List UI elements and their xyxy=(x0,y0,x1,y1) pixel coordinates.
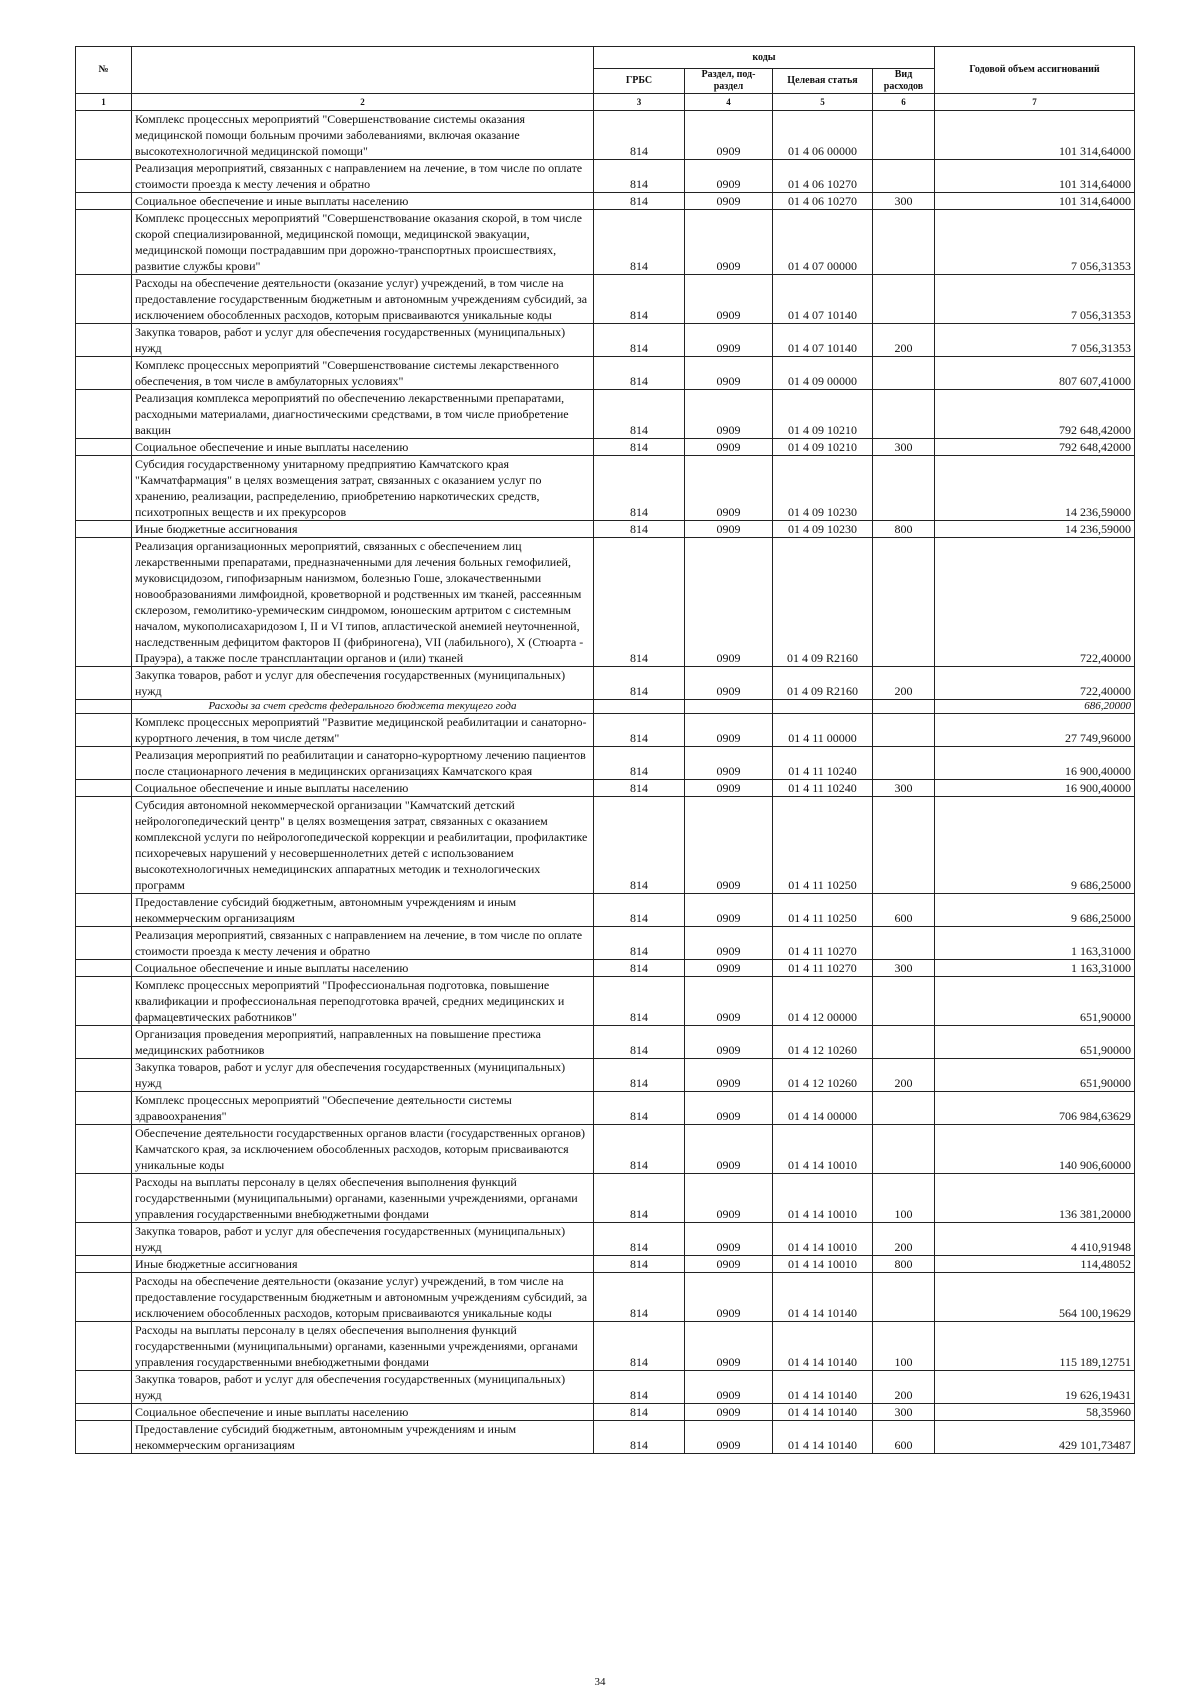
cell-amount: 136 381,20000 xyxy=(935,1174,1135,1223)
table-row xyxy=(76,667,1135,700)
cell-num xyxy=(76,780,132,797)
table-row xyxy=(76,1174,1135,1223)
cell-expense-type: 100 xyxy=(873,1322,935,1371)
cell-section: 0909 xyxy=(685,1256,773,1273)
cell-section xyxy=(685,700,773,714)
cell-name: Предоставление субсидий бюджетным, автономным учреждениям и иным некоммерческим организациям xyxy=(132,1421,594,1454)
cell-num xyxy=(76,456,132,521)
cell-expense-type: 200 xyxy=(873,324,935,357)
table-row xyxy=(76,894,1135,927)
cell-article: 01 4 14 10140 xyxy=(773,1404,873,1421)
table-row xyxy=(76,111,1135,160)
header-expense-type: Вид расходов xyxy=(873,69,935,94)
cell-article: 01 4 12 00000 xyxy=(773,977,873,1026)
budget-table xyxy=(75,46,1135,1454)
cell-amount: 1 163,31000 xyxy=(935,927,1135,960)
table-row xyxy=(76,1421,1135,1454)
cell-article: 01 4 11 10240 xyxy=(773,747,873,780)
cell-expense-type: 100 xyxy=(873,1174,935,1223)
cell-amount: 101 314,64000 xyxy=(935,193,1135,210)
header-num: № xyxy=(76,47,132,94)
cell-grbs: 814 xyxy=(594,160,685,193)
cell-amount: 686,20000 xyxy=(935,700,1135,714)
header-name xyxy=(132,47,594,94)
cell-grbs: 814 xyxy=(594,456,685,521)
cell-grbs: 814 xyxy=(594,390,685,439)
cell-expense-type xyxy=(873,111,935,160)
header-section: Раздел, под-раздел xyxy=(685,69,773,94)
cell-name: Реализация организационных мероприятий, связанных с обеспечением лиц лекарственными препаратами, предназначенными для лечения больных гемофилией, муковисцидозом, гипофизарным нанизмом, болезнью Гоше, злокачественными новообразованиями лимфоидной, кроветворной и родственных им тканей, рассеянным склерозом, гемолитико-уремическим синдромом, юношеским артритом с системным началом, мукополисахаридозом I, II и VI типов, апластической анемией неуточненной, наследственным дефицитом факторов II (фибриногена), VII (лабильного), X (Стюарта - Прауэра), а также после трансплантации органов и (или) тканей xyxy=(132,538,594,667)
cell-article: 01 4 09 10210 xyxy=(773,390,873,439)
cell-article: 01 4 07 10140 xyxy=(773,275,873,324)
cell-section: 0909 xyxy=(685,977,773,1026)
cell-grbs: 814 xyxy=(594,747,685,780)
cell-grbs: 814 xyxy=(594,714,685,747)
table-row xyxy=(76,1371,1135,1404)
cell-section: 0909 xyxy=(685,780,773,797)
cell-section: 0909 xyxy=(685,456,773,521)
cell-section: 0909 xyxy=(685,210,773,275)
cell-name: Расходы на выплаты персоналу в целях обеспечения выполнения функций государственными (муниципальными) органами, казенными учреждениями, органами управления государственными внебюджетными фондами xyxy=(132,1322,594,1371)
cell-amount: 16 900,40000 xyxy=(935,747,1135,780)
cell-expense-type: 800 xyxy=(873,1256,935,1273)
cell-amount: 4 410,91948 xyxy=(935,1223,1135,1256)
cell-article: 01 4 14 10010 xyxy=(773,1256,873,1273)
cell-expense-type: 300 xyxy=(873,780,935,797)
cell-article: 01 4 11 10270 xyxy=(773,927,873,960)
cell-name: Социальное обеспечение и иные выплаты населению xyxy=(132,780,594,797)
cell-article: 01 4 14 10010 xyxy=(773,1125,873,1174)
column-number: 4 xyxy=(685,94,773,111)
table-row xyxy=(76,538,1135,667)
cell-name: Расходы на выплаты персоналу в целях обеспечения выполнения функций государственными (муниципальными) органами, казенными учреждениями, органами управления государственными внебюджетными фондами xyxy=(132,1174,594,1223)
cell-name: Комплекс процессных мероприятий "Профессиональная подготовка, повышение квалификации и профессиональная переподготовка врачей, средних медицинских и фармацевтических работников" xyxy=(132,977,594,1026)
table-row xyxy=(76,1125,1135,1174)
cell-section: 0909 xyxy=(685,111,773,160)
cell-amount: 7 056,31353 xyxy=(935,275,1135,324)
cell-expense-type: 200 xyxy=(873,1223,935,1256)
cell-name: Иные бюджетные ассигнования xyxy=(132,521,594,538)
cell-name: Реализация мероприятий по реабилитации и санаторно-курортному лечению пациентов после стационарного лечения в медицинских организациях Камчатского края xyxy=(132,747,594,780)
table-row xyxy=(76,357,1135,390)
cell-section: 0909 xyxy=(685,193,773,210)
cell-section: 0909 xyxy=(685,1223,773,1256)
cell-expense-type: 800 xyxy=(873,521,935,538)
cell-expense-type xyxy=(873,747,935,780)
cell-article: 01 4 09 10230 xyxy=(773,456,873,521)
cell-num xyxy=(76,160,132,193)
cell-name: Закупка товаров, работ и услуг для обеспечения государственных (муниципальных) нужд xyxy=(132,1371,594,1404)
cell-num xyxy=(76,1125,132,1174)
cell-grbs: 814 xyxy=(594,894,685,927)
cell-section: 0909 xyxy=(685,1371,773,1404)
table-row xyxy=(76,275,1135,324)
cell-num xyxy=(76,538,132,667)
cell-grbs: 814 xyxy=(594,1273,685,1322)
table-body xyxy=(76,111,1135,1454)
cell-article: 01 4 09 10210 xyxy=(773,439,873,456)
cell-amount: 706 984,63629 xyxy=(935,1092,1135,1125)
cell-name: Субсидия государственному унитарному предприятию Камчатского края "Камчатфармация" в целях возмещения затрат, связанных с оказанием услуг по хранению, реализации, распределению, приобретению наркотических средств, психотропных веществ и их прекурсоров xyxy=(132,456,594,521)
cell-name: Закупка товаров, работ и услуг для обеспечения государственных (муниципальных) нужд xyxy=(132,324,594,357)
cell-article: 01 4 11 00000 xyxy=(773,714,873,747)
cell-grbs: 814 xyxy=(594,1322,685,1371)
table-row xyxy=(76,456,1135,521)
cell-num xyxy=(76,439,132,456)
cell-article: 01 4 09 R2160 xyxy=(773,667,873,700)
cell-section: 0909 xyxy=(685,894,773,927)
table-row xyxy=(76,160,1135,193)
table-row xyxy=(76,780,1135,797)
cell-expense-type xyxy=(873,927,935,960)
cell-section: 0909 xyxy=(685,324,773,357)
cell-name: Закупка товаров, работ и услуг для обеспечения государственных (муниципальных) нужд xyxy=(132,1223,594,1256)
cell-grbs: 814 xyxy=(594,960,685,977)
cell-name: Иные бюджетные ассигнования xyxy=(132,1256,594,1273)
cell-num xyxy=(76,390,132,439)
column-number-row xyxy=(76,94,1135,111)
cell-expense-type: 300 xyxy=(873,1404,935,1421)
cell-num xyxy=(76,1092,132,1125)
cell-article: 01 4 12 10260 xyxy=(773,1026,873,1059)
table-row xyxy=(76,797,1135,894)
cell-num xyxy=(76,1026,132,1059)
cell-amount: 722,40000 xyxy=(935,538,1135,667)
cell-section: 0909 xyxy=(685,390,773,439)
cell-section: 0909 xyxy=(685,960,773,977)
table-row xyxy=(76,210,1135,275)
cell-grbs: 814 xyxy=(594,1256,685,1273)
cell-expense-type: 200 xyxy=(873,1371,935,1404)
table-row xyxy=(76,521,1135,538)
cell-num xyxy=(76,700,132,714)
cell-num xyxy=(76,927,132,960)
cell-amount: 19 626,19431 xyxy=(935,1371,1135,1404)
cell-section: 0909 xyxy=(685,1125,773,1174)
cell-grbs: 814 xyxy=(594,667,685,700)
column-number: 6 xyxy=(873,94,935,111)
cell-grbs xyxy=(594,700,685,714)
cell-amount: 101 314,64000 xyxy=(935,160,1135,193)
table-header xyxy=(76,47,1135,111)
cell-name: Комплекс процессных мероприятий "Совершенствование системы оказания медицинской помощи больным прочими заболеваниями, включая оказание высокотехнологичной медицинской помощи" xyxy=(132,111,594,160)
cell-grbs: 814 xyxy=(594,521,685,538)
table-row xyxy=(76,1092,1135,1125)
table-row xyxy=(76,960,1135,977)
cell-section: 0909 xyxy=(685,797,773,894)
table-row xyxy=(76,1223,1135,1256)
cell-num xyxy=(76,324,132,357)
table-row xyxy=(76,1256,1135,1273)
cell-expense-type xyxy=(873,357,935,390)
cell-amount: 651,90000 xyxy=(935,977,1135,1026)
cell-name: Социальное обеспечение и иные выплаты населению xyxy=(132,960,594,977)
cell-article: 01 4 14 10140 xyxy=(773,1421,873,1454)
cell-grbs: 814 xyxy=(594,1125,685,1174)
cell-num xyxy=(76,977,132,1026)
cell-amount: 9 686,25000 xyxy=(935,894,1135,927)
column-number: 3 xyxy=(594,94,685,111)
cell-amount: 792 648,42000 xyxy=(935,390,1135,439)
cell-name: Комплекс процессных мероприятий "Развитие медицинской реабилитации и санаторно-курортного лечения, в том числе детям" xyxy=(132,714,594,747)
cell-name: Расходы за счет средств федерального бюджета текущего года xyxy=(132,700,594,714)
cell-expense-type xyxy=(873,538,935,667)
cell-num xyxy=(76,797,132,894)
cell-num xyxy=(76,193,132,210)
cell-num xyxy=(76,1404,132,1421)
table-row xyxy=(76,390,1135,439)
table-row xyxy=(76,747,1135,780)
table-row xyxy=(76,1273,1135,1322)
column-number: 2 xyxy=(132,94,594,111)
cell-num xyxy=(76,1371,132,1404)
cell-num xyxy=(76,1059,132,1092)
cell-expense-type xyxy=(873,1125,935,1174)
cell-grbs: 814 xyxy=(594,275,685,324)
cell-num xyxy=(76,747,132,780)
cell-article: 01 4 14 10140 xyxy=(773,1273,873,1322)
table-row xyxy=(76,439,1135,456)
cell-section: 0909 xyxy=(685,1026,773,1059)
cell-amount: 27 749,96000 xyxy=(935,714,1135,747)
cell-amount: 9 686,25000 xyxy=(935,797,1135,894)
cell-article: 01 4 06 10270 xyxy=(773,160,873,193)
cell-amount: 807 607,41000 xyxy=(935,357,1135,390)
cell-grbs: 814 xyxy=(594,439,685,456)
cell-num xyxy=(76,357,132,390)
cell-grbs: 814 xyxy=(594,1174,685,1223)
cell-name: Социальное обеспечение и иные выплаты населению xyxy=(132,1404,594,1421)
cell-grbs: 814 xyxy=(594,1026,685,1059)
cell-amount: 7 056,31353 xyxy=(935,210,1135,275)
table-row xyxy=(76,324,1135,357)
cell-amount: 140 906,60000 xyxy=(935,1125,1135,1174)
cell-name: Субсидия автономной некоммерческой организации "Камчатский детский нейрологопедический центр" в целях возмещения затрат, связанных с оказанием комплексной услуги по нейрологопедической коррекции и реабилитации, профилактике психоречевых нарушений у несовершеннолетних детей с использованием высокотехнологичных немедицинских аппаратных методик и технологических программ xyxy=(132,797,594,894)
cell-section: 0909 xyxy=(685,357,773,390)
cell-num xyxy=(76,714,132,747)
cell-article: 01 4 09 10230 xyxy=(773,521,873,538)
cell-grbs: 814 xyxy=(594,1059,685,1092)
cell-name: Расходы на обеспечение деятельности (оказание услуг) учреждений, в том числе на предоставление государственным бюджетным и автономным учреждениям субсидий, за исключением обособленных расходов, которым присваиваются уникальные коды xyxy=(132,1273,594,1322)
cell-expense-type xyxy=(873,456,935,521)
cell-article: 01 4 14 10010 xyxy=(773,1223,873,1256)
cell-expense-type: 200 xyxy=(873,1059,935,1092)
table-row xyxy=(76,977,1135,1026)
cell-amount: 792 648,42000 xyxy=(935,439,1135,456)
cell-grbs: 814 xyxy=(594,538,685,667)
cell-num xyxy=(76,521,132,538)
cell-grbs: 814 xyxy=(594,1223,685,1256)
cell-amount: 651,90000 xyxy=(935,1026,1135,1059)
note-row xyxy=(76,700,1135,714)
cell-num xyxy=(76,1174,132,1223)
cell-name: Социальное обеспечение и иные выплаты населению xyxy=(132,439,594,456)
cell-name: Социальное обеспечение и иные выплаты населению xyxy=(132,193,594,210)
cell-num xyxy=(76,1421,132,1454)
cell-expense-type: 300 xyxy=(873,193,935,210)
cell-article: 01 4 11 10250 xyxy=(773,797,873,894)
cell-article: 01 4 06 00000 xyxy=(773,111,873,160)
cell-num xyxy=(76,1256,132,1273)
column-number: 7 xyxy=(935,94,1135,111)
cell-amount: 564 100,19629 xyxy=(935,1273,1135,1322)
page-number: 34 xyxy=(594,1676,606,1688)
cell-section: 0909 xyxy=(685,521,773,538)
header-grbs: ГРБС xyxy=(594,69,685,94)
cell-grbs: 814 xyxy=(594,1421,685,1454)
table-row xyxy=(76,1404,1135,1421)
cell-expense-type: 200 xyxy=(873,667,935,700)
cell-expense-type xyxy=(873,1026,935,1059)
cell-grbs: 814 xyxy=(594,357,685,390)
cell-article: 01 4 14 00000 xyxy=(773,1092,873,1125)
cell-grbs: 814 xyxy=(594,1371,685,1404)
cell-section: 0909 xyxy=(685,747,773,780)
cell-num xyxy=(76,1322,132,1371)
cell-section: 0909 xyxy=(685,1273,773,1322)
cell-amount: 58,35960 xyxy=(935,1404,1135,1421)
cell-num xyxy=(76,960,132,977)
table-row xyxy=(76,193,1135,210)
cell-num xyxy=(76,894,132,927)
cell-grbs: 814 xyxy=(594,324,685,357)
cell-article xyxy=(773,700,873,714)
table-row xyxy=(76,1059,1135,1092)
cell-expense-type xyxy=(873,1092,935,1125)
cell-amount: 429 101,73487 xyxy=(935,1421,1135,1454)
cell-name: Комплекс процессных мероприятий "Совершенствование оказания скорой, в том числе скорой специализированной, медицинской помощи, медицинской эвакуации, медицинской помощи пострадавшим при дорожно-транспортных происшествиях, развитие службы крови" xyxy=(132,210,594,275)
cell-article: 01 4 09 00000 xyxy=(773,357,873,390)
cell-amount: 651,90000 xyxy=(935,1059,1135,1092)
cell-num xyxy=(76,275,132,324)
cell-section: 0909 xyxy=(685,275,773,324)
cell-num xyxy=(76,1223,132,1256)
cell-grbs: 814 xyxy=(594,977,685,1026)
cell-expense-type: 600 xyxy=(873,894,935,927)
cell-amount: 101 314,64000 xyxy=(935,111,1135,160)
table-row xyxy=(76,927,1135,960)
table-row xyxy=(76,1026,1135,1059)
cell-grbs: 814 xyxy=(594,797,685,894)
header-codes: коды xyxy=(594,47,935,69)
cell-expense-type: 300 xyxy=(873,960,935,977)
cell-name: Комплекс процессных мероприятий "Обеспечение деятельности системы здравоохранения" xyxy=(132,1092,594,1125)
cell-expense-type: 600 xyxy=(873,1421,935,1454)
cell-grbs: 814 xyxy=(594,210,685,275)
header-annual: Годовой объем ассигнований xyxy=(935,47,1135,94)
cell-section: 0909 xyxy=(685,714,773,747)
cell-article: 01 4 06 10270 xyxy=(773,193,873,210)
cell-name: Реализация мероприятий, связанных с направлением на лечение, в том числе по оплате стоимости проезда к месту лечения и обратно xyxy=(132,160,594,193)
table-row xyxy=(76,714,1135,747)
cell-grbs: 814 xyxy=(594,1092,685,1125)
cell-amount: 114,48052 xyxy=(935,1256,1135,1273)
cell-amount: 722,40000 xyxy=(935,667,1135,700)
cell-article: 01 4 14 10010 xyxy=(773,1174,873,1223)
cell-section: 0909 xyxy=(685,1059,773,1092)
table-row xyxy=(76,1322,1135,1371)
cell-num xyxy=(76,667,132,700)
cell-expense-type xyxy=(873,797,935,894)
column-number: 5 xyxy=(773,94,873,111)
cell-article: 01 4 11 10240 xyxy=(773,780,873,797)
cell-expense-type xyxy=(873,977,935,1026)
cell-section: 0909 xyxy=(685,1092,773,1125)
cell-article: 01 4 14 10140 xyxy=(773,1322,873,1371)
cell-article: 01 4 11 10270 xyxy=(773,960,873,977)
column-number: 1 xyxy=(76,94,132,111)
cell-section: 0909 xyxy=(685,439,773,456)
cell-num xyxy=(76,1273,132,1322)
cell-expense-type: 300 xyxy=(873,439,935,456)
cell-article: 01 4 11 10250 xyxy=(773,894,873,927)
header-article: Целевая статья xyxy=(773,69,873,94)
cell-section: 0909 xyxy=(685,160,773,193)
cell-expense-type xyxy=(873,700,935,714)
cell-section: 0909 xyxy=(685,1404,773,1421)
cell-name: Расходы на обеспечение деятельности (оказание услуг) учреждений, в том числе на предоставление государственным бюджетным и автономным учреждениям субсидий, за исключением обособленных расходов, которым присваиваются уникальные коды xyxy=(132,275,594,324)
cell-grbs: 814 xyxy=(594,193,685,210)
cell-amount: 115 189,12751 xyxy=(935,1322,1135,1371)
cell-article: 01 4 12 10260 xyxy=(773,1059,873,1092)
cell-section: 0909 xyxy=(685,927,773,960)
cell-expense-type xyxy=(873,390,935,439)
cell-grbs: 814 xyxy=(594,1404,685,1421)
cell-amount: 1 163,31000 xyxy=(935,960,1135,977)
cell-name: Реализация комплекса мероприятий по обеспечению лекарственными препаратами, расходными материалами, диагностическими средствами, в том числе приобретение вакцин xyxy=(132,390,594,439)
cell-section: 0909 xyxy=(685,1421,773,1454)
cell-expense-type xyxy=(873,160,935,193)
cell-name: Реализация мероприятий, связанных с направлением на лечение, в том числе по оплате стоимости проезда к месту лечения и обратно xyxy=(132,927,594,960)
cell-article: 01 4 07 00000 xyxy=(773,210,873,275)
cell-name: Организация проведения мероприятий, направленных на повышение престижа медицинских работников xyxy=(132,1026,594,1059)
cell-grbs: 814 xyxy=(594,780,685,797)
cell-expense-type xyxy=(873,275,935,324)
cell-expense-type xyxy=(873,1273,935,1322)
cell-section: 0909 xyxy=(685,667,773,700)
cell-name: Закупка товаров, работ и услуг для обеспечения государственных (муниципальных) нужд xyxy=(132,667,594,700)
cell-amount: 14 236,59000 xyxy=(935,521,1135,538)
cell-name: Обеспечение деятельности государственных органов власти (государственных органов) Камчатского края, за исключением обособленных расходов, которым присваиваются уникальные коды xyxy=(132,1125,594,1174)
cell-amount: 7 056,31353 xyxy=(935,324,1135,357)
cell-expense-type xyxy=(873,210,935,275)
cell-expense-type xyxy=(873,714,935,747)
cell-section: 0909 xyxy=(685,538,773,667)
cell-amount: 16 900,40000 xyxy=(935,780,1135,797)
cell-num xyxy=(76,210,132,275)
cell-grbs: 814 xyxy=(594,111,685,160)
cell-name: Предоставление субсидий бюджетным, автономным учреждениям и иным некоммерческим организациям xyxy=(132,894,594,927)
cell-amount: 14 236,59000 xyxy=(935,456,1135,521)
cell-grbs: 814 xyxy=(594,927,685,960)
cell-section: 0909 xyxy=(685,1174,773,1223)
cell-name: Закупка товаров, работ и услуг для обеспечения государственных (муниципальных) нужд xyxy=(132,1059,594,1092)
cell-article: 01 4 07 10140 xyxy=(773,324,873,357)
cell-num xyxy=(76,111,132,160)
cell-article: 01 4 14 10140 xyxy=(773,1371,873,1404)
cell-section: 0909 xyxy=(685,1322,773,1371)
cell-name: Комплекс процессных мероприятий "Совершенствование системы лекарственного обеспечения, в том числе в амбулаторных условиях" xyxy=(132,357,594,390)
cell-article: 01 4 09 R2160 xyxy=(773,538,873,667)
